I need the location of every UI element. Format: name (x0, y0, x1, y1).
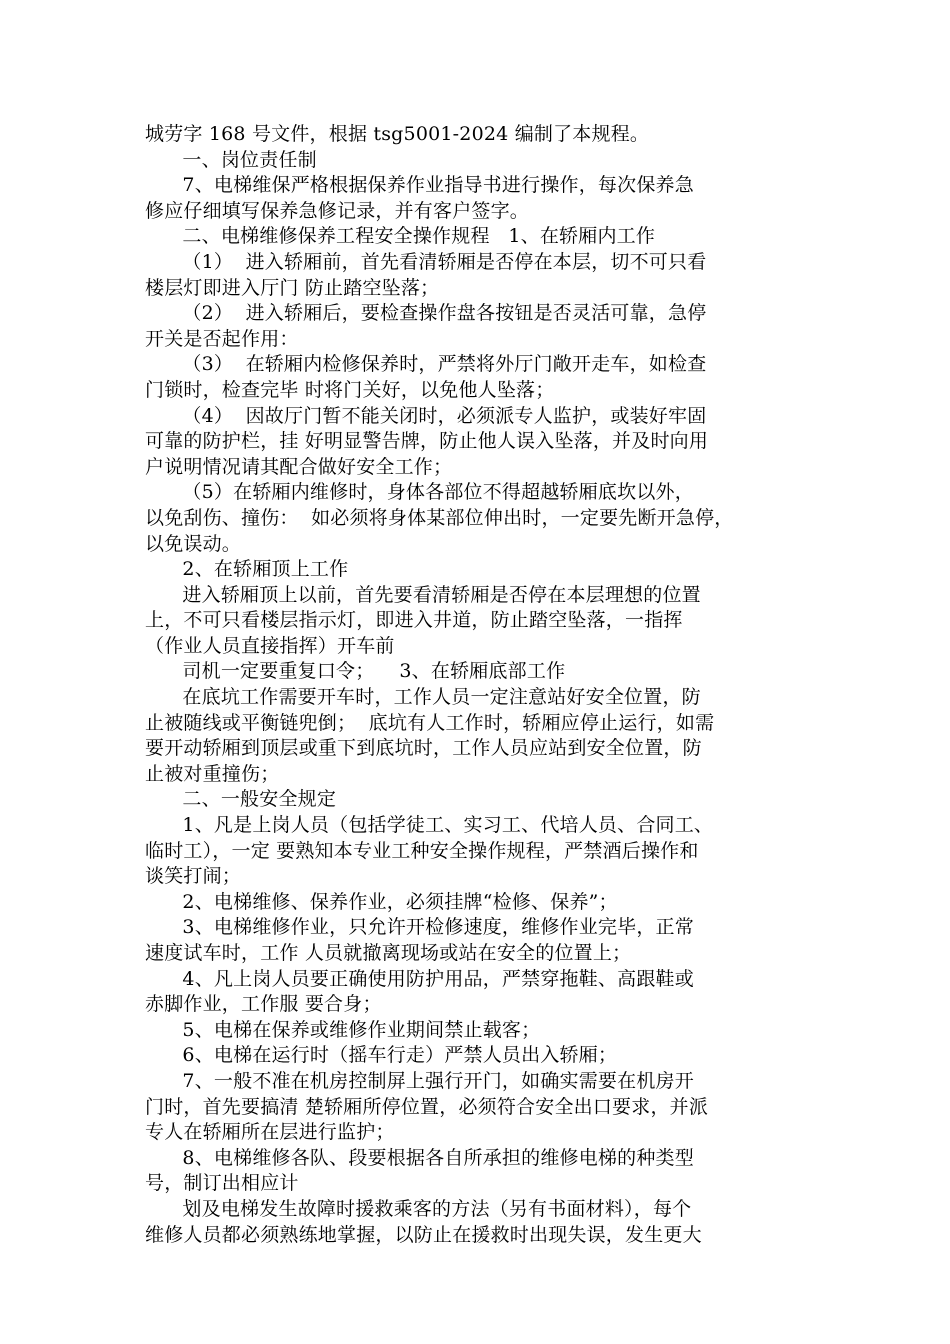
text-line: 修应仔细填写保养急修记录，并有客户签字。 (145, 199, 530, 222)
text-line: （4） 因故厅门暂不能关闭时，必须派专人监护，或装好牢固 (145, 404, 707, 427)
text-line: （5）在轿厢内维修时，身体各部位不得超越轿厢底坎以外， (145, 481, 694, 504)
section-heading: 二、一般安全规定 (145, 788, 337, 811)
section-heading: 2、在轿厢顶上工作 (145, 558, 349, 581)
text-line: 5、电梯在保养或维修作业期间禁止载客； (145, 1018, 541, 1041)
text-line: 上，不可只看楼层指示灯，即进入井道，防止踏空坠落，一指挥 (145, 609, 683, 632)
text-line: （作业人员直接指挥）开车前 (145, 634, 395, 657)
text-line: 以免误动。 (145, 532, 242, 555)
text-line: 门时，首先要搞清 楚轿厢所停位置，必须符合安全出口要求，并派 (145, 1095, 709, 1118)
text-line: 城劳字 168 号文件，根据 tsg5001-2024 编制了本规程。 (145, 123, 650, 145)
text-line: 以免刮伤、撞伤： 如必须将身体某部位伸出时，一定要先断开急停， (145, 506, 734, 529)
text-line: 3、电梯维修作业，只允许开检修速度，维修作业完毕，正常 (145, 916, 694, 939)
text-line: 6、电梯在运行时（摇车行走）严禁人员出入轿厢； (145, 1044, 618, 1067)
text-line: 开关是否起作用： (145, 327, 299, 350)
text-line: 谈笑打闹； (145, 865, 242, 888)
section-heading: 二、电梯维修保养工程安全操作规程 1、在轿厢内工作 (145, 225, 656, 248)
text-line: 楼层灯即进入厅门 防止踏空坠落； (145, 276, 440, 299)
text-line: 2、电梯维修、保养作业，必须挂牌“检修、保养”； (145, 890, 618, 913)
text-line: 1、凡是上岗人员（包括学徒工、实习工、代培人员、合同工、 (145, 814, 714, 837)
text-line: 止被随线或平衡链兜倒； 底坑有人工作时，轿厢应停止运行，如需 (145, 711, 715, 734)
text-line: 赤脚作业，工作服 要合身； (145, 993, 382, 1016)
section-heading: 一、岗位责任制 (145, 148, 317, 171)
text-line: 号，制订出相应计 (145, 1172, 299, 1195)
text-line: （1） 进入轿厢前，首先看清轿厢是否停在本层，切不可只看 (145, 250, 707, 273)
text-line: 止被对重撞伤； (145, 762, 280, 785)
text-line: 专人在轿厢所在层进行监护； (145, 1121, 395, 1144)
document-body (145, 122, 813, 1248)
text-line: 速度试车时，工作 人员就撤离现场或站在安全的位置上； (145, 942, 632, 964)
text-line: （3） 在轿厢内检修保养时，严禁将外厅门敞开走车，如检查 (145, 353, 707, 376)
text-line: 司机一定要重复口令； 3、在轿厢底部工作 (145, 660, 566, 683)
text-line: 8、电梯维修各队、段要根据各自所承担的维修电梯的种类型 (145, 1146, 694, 1169)
text-line: 维修人员都必须熟练地掌握，以防止在援救时出现失误，发生更大 (145, 1223, 702, 1246)
text-line: 可靠的防护栏，挂 好明显警告牌，防止他人误入坠落，并及时向用 (145, 430, 709, 453)
text-line: 户说明情况请其配合做好安全工作； (145, 455, 453, 478)
text-line: 门锁时，检查完毕 时将门关好，以免他人坠落； (145, 378, 555, 401)
text-line: 7、电梯维保严格根据保养作业指导书进行操作，每次保养急 (145, 174, 694, 197)
text-line: 4、凡上岗人员要正确使用防护用品，严禁穿拖鞋、高跟鞋或 (145, 967, 694, 990)
text-line: 7、一般不准在机房控制屏上强行开门，如确实需要在机房开 (145, 1069, 694, 1092)
text-line: 要开动轿厢到顶层或重下到底坑时，工作人员应站到安全位置，防 (145, 737, 702, 760)
text-line: 划及电梯发生故障时援救乘客的方法（另有书面材料），每个 (145, 1197, 692, 1220)
text-line: 在底坑工作需要开车时，工作人员一定注意站好安全位置，防 (145, 686, 701, 709)
text-line: 临时工），一定 要熟知本专业工种安全操作规程，严禁酒后操作和 (145, 839, 699, 862)
text-line: 进入轿厢顶上以前，首先要看清轿厢是否停在本层理想的位置 (145, 583, 701, 606)
text-line: （2） 进入轿厢后，要检查操作盘各按钮是否灵活可靠，急停 (145, 302, 707, 325)
